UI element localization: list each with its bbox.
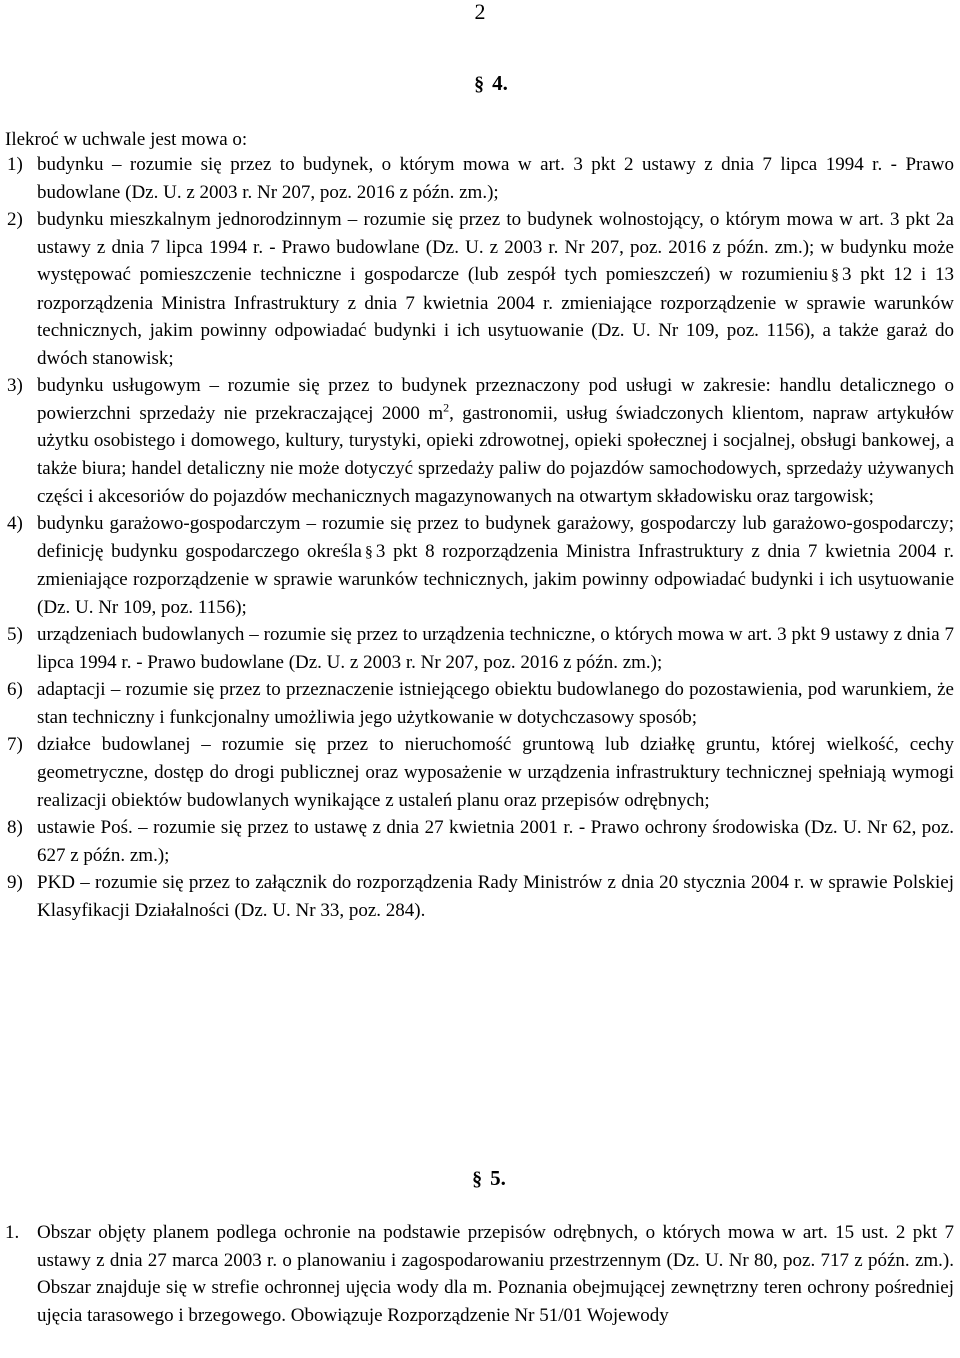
paragraph-sign-icon: § <box>474 73 485 95</box>
item-text: budynku – rozumie się przez to budynek, o którym mowa w art. 3 pkt 2 ustawy z dnia 7 lipca 1994 r. - Prawo budowlane (Dz. U. z 2003 r. Nr 207, poz. 2016 z późn. zm.); <box>37 154 954 203</box>
list-item <box>7 510 954 621</box>
item-number: 1) <box>7 154 23 175</box>
list-item <box>7 372 954 510</box>
section-4-heading <box>0 71 960 96</box>
item-number: 3) <box>7 375 23 397</box>
item-number: 6) <box>7 679 23 701</box>
item-number: 2) <box>7 209 23 231</box>
section-5-heading <box>0 1166 960 1191</box>
item-text: działce budowlanej – rozumie się przez to nieruchomość gruntową lub działkę gruntu, której wielkość, cechy geometryczne, dostęp do drogi publicznej oraz wyposażenie w urządzenia infrastruktury technicznej spełniają wymogi realizacji obiektów budowlanych wynikające z ustaleń planu oraz przepisów odrębnych; <box>37 734 954 811</box>
item-number: 1. <box>5 1222 20 1243</box>
list-item <box>7 151 954 206</box>
item-number: 5) <box>7 624 23 646</box>
section-5-list <box>5 1219 954 1329</box>
page-number: 2 <box>474 0 486 24</box>
item-text: budynku usługowym – rozumie się przez to budynek przeznaczony pod usługi w zakresie: handlu detalicznego o powierzchni sprzedaży nie przekraczającej 2000 m <box>37 375 954 424</box>
list-item <box>5 1219 954 1329</box>
paragraph-sign-icon: § <box>364 543 373 561</box>
item-text: budynku garażowo-gospodarczym – rozumie się przez to budynek garażowy, gospodarczy lub garażowo-gospodarczy; definicję budynku gospodarczego określa <box>37 513 954 562</box>
item-text: urządzeniach budowlanych – rozumie się przez to urządzenia techniczne, o których mowa w art. 3 pkt 9 ustawy z dnia 7 lipca 1994 r. - Prawo budowlane (Dz. U. z 2003 r. Nr 207, poz. 2016 z późn. zm.); <box>37 624 954 673</box>
item-number: 8) <box>7 817 23 839</box>
item-number: 7) <box>7 734 23 756</box>
section-4-number: 4. <box>492 71 508 95</box>
list-item <box>7 621 954 676</box>
superscript: 2 <box>443 400 450 415</box>
section-4-intro: Ilekroć w uchwale jest mowa o: <box>5 129 248 150</box>
item-text-cont: 3 pkt 12 i 13 rozporządzenia Ministra Infrastruktury z dnia 7 kwietnia 2004 r. zmieniające rozporządzenie w sprawie warunków technicznych, jakim powinny odpowiadać budynki i ich usytuowanie (Dz. U. Nr 109, poz. 1156), a także garaż do dwóch stanowisk; <box>37 264 954 369</box>
item-text: PKD – rozumie się przez to załącznik do rozporządzenia Rady Ministrów z dnia 20 stycznia 2004 r. w sprawie Polskiej Klasyfikacji Działalności (Dz. U. Nr 33, poz. 284). <box>37 872 954 921</box>
list-item <box>7 814 954 869</box>
list-item <box>7 731 954 814</box>
item-text-cont: , gastronomii, usług świadczonych klientom, napraw artykułów użytku osobistego i domowego, kultury, turystyki, opieki zdrowotnej, opieki społecznej i socjalnej, obsługi bankowej, a także biura; handel detaliczny nie może dotyczyć sprzedaży paliw do pojazdów samochodowych, sprzedaży używanych części i akcesoriów do pojazdów mechanicznych magazynowanych na otwartym składowisku oraz targowisk; <box>37 402 954 507</box>
paragraph-sign-icon: § <box>472 1168 483 1190</box>
list-item <box>7 869 954 924</box>
list-item <box>7 206 954 372</box>
list-item <box>7 676 954 731</box>
item-text: budynku mieszkalnym jednorodzinnym – rozumie się przez to budynek wolnostojący, o którym mowa w art. 3 pkt 2a ustawy z dnia 7 lipca 1994 r. - Prawo budowlane (Dz. U. z 2003 r. Nr 207, poz. 2016 z późn. zm.); w budynku może występować pomieszczenie techniczne i gospodarcze (lub zespół tych pomieszczeń) w rozumieniu <box>37 209 954 286</box>
item-number: 9) <box>7 872 23 894</box>
section-5-number: 5. <box>490 1166 506 1190</box>
item-text: adaptacji – rozumie się przez to przeznaczenie istniejącego obiektu budowlanego do pozostawienia, pod warunkiem, że stan techniczny i funkcjonalny umożliwia jego użytkowanie w dotychczasowy sposób; <box>37 679 954 728</box>
paragraph-sign-icon: § <box>831 267 840 285</box>
item-text-cont: 3 pkt 8 rozporządzenia Ministra Infrastruktury z dnia 7 kwietnia 2004 r. zmieniające rozporządzenie w sprawie warunków technicznych, jakim powinny odpowiadać budynki i ich usytuowanie (Dz. U. Nr 109, poz. 1156); <box>37 540 954 618</box>
item-text: ustawie Poś. – rozumie się przez to ustawę z dnia 27 kwietnia 2001 r. - Prawo ochrony środowiska (Dz. U. Nr 62, poz. 627 z późn. zm.); <box>37 817 954 866</box>
item-text: Obszar objęty planem podlega ochronie na podstawie przepisów odrębnych, o których mowa w art. 15 ust. 2 pkt 7 ustawy z dnia 27 marca 2003 r. o planowaniu i zagospodarowaniu przestrzennym (Dz. U. Nr 80, poz. 717 z późn. zm.). Obszar znajduje się w strefie ochronnej ujęcia wody dla m. Poznania obejmującej zewnętrzny teren ochrony pośredniej ujęcia tarasowego i brzegowego. Obowiązuje Rozporządzenie Nr 51/01 Wojewody <box>37 1222 954 1326</box>
definitions-list <box>7 151 954 924</box>
item-number: 4) <box>7 513 23 535</box>
